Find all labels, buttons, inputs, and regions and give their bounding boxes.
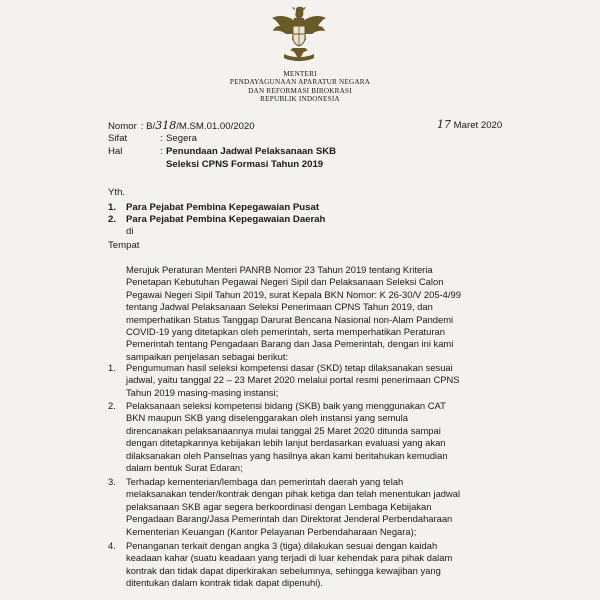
ministry-line: PENDAYAGUNAAN APARATUR NEGARA [229, 78, 371, 87]
hal-line: Penundaan Jadwal Pelaksanaan SKB [166, 146, 337, 157]
point-line: dilaksanakan oleh Panselnas yang hasilnya akan kami beritahukan kemudian [126, 449, 448, 461]
hal-line: Seleksi CPNS Formasi Tahun 2019 [166, 159, 324, 170]
ministry-line: DAN REFORMASI BIROKRASI [248, 86, 352, 95]
nomor-row [108, 119, 255, 132]
point-line: Penanganan terkait dengan angka 3 (tiga) dilakukan sesuai dengan kaidah [126, 540, 438, 551]
point-line: Pengadaan Barang/Jasa Pemerintah dan Direktorat Jenderal Perbendaharaan [126, 513, 453, 525]
garuda-emblem-icon [270, 4, 328, 68]
ministry-line: REPUBLIK INDONESIA [260, 95, 340, 104]
intro-line: Pegawai Negeri Sipil Tahun 2019, surat Kepala BKN Nomor: K 26-30/V 205-4/99 [126, 288, 461, 300]
addressee-di: di [126, 226, 134, 237]
point-line: Kementerian Keuangan (Kantor Pelayanan Perbendaharaan Negara); [126, 525, 417, 537]
point-line: melaksanakan tender/kontrak dengan pihak ketiga dan telah menentukan jadwal [126, 488, 461, 500]
date-handwritten: 17 [437, 118, 451, 131]
intro-paragraph [126, 264, 501, 363]
point-line: Pelaksanaan seleksi kompetensi bidang (SKB) baik yang menggunakan CAT [126, 400, 446, 411]
date-rest: Maret 2020 [453, 120, 503, 131]
point-number: 2. [108, 400, 116, 411]
addressee-num: 1. [108, 202, 117, 213]
point-line: ditentukan dalam kontrak tidak dapat dipenuhi). [126, 577, 324, 589]
addressee-tempat: Tempat [108, 240, 140, 251]
point-line: dalam bentuk Surat Edaran; [126, 462, 243, 474]
point-line: Terhadap kementerian/lembaga dan pemerintah daerah yang telah [126, 476, 404, 487]
nomor-handwritten: 318 [155, 119, 177, 132]
sifat-colon: : [160, 133, 163, 144]
letter-date [437, 118, 502, 131]
point-number: 1. [108, 362, 116, 373]
point-line: kontrak dan tidak dapat diperkirakan sebelumnya, sehingga kewajiban yang [126, 564, 441, 576]
addressee-num: 2. [108, 214, 117, 225]
addressee-text: Para Pejabat Pembina Kepegawaian Pusat [126, 202, 320, 213]
intro-line: COVID-19 yang ditetapkan oleh pemerintah, serta memperhatikan Peraturan [126, 326, 445, 338]
sifat-label: Sifat [108, 133, 128, 144]
sifat-value: Segera [166, 133, 197, 144]
hal-colon: : [160, 146, 163, 157]
intro-line: memperhatikan Status Tanggap Darurat Bencana Nasional non-Alam Pandemi [126, 313, 454, 325]
nomor-suffix: /M.SM.01.00/2020 [176, 121, 255, 132]
hal-label: Hal [108, 146, 123, 157]
nomor-label: Nomor [108, 121, 137, 132]
intro-line: Merujuk Peraturan Menteri PANRB Nomor 23 Tahun 2019 tentang Kriteria [126, 264, 433, 275]
point-line: Tahun 2019 masing-masing instansi; [126, 386, 279, 398]
point-number: 3. [108, 476, 116, 487]
point-line: direncanakan pelaksanaannya mulai tanggal 25 Maret 2020 ditunda sampai [126, 424, 441, 436]
point-line: Pengumuman hasil seleksi kompetensi dasar (SKD) tetap dilaksanakan sesuai [126, 362, 453, 373]
point-line: pelaksanaan SKB agar segera berkoordinasi dengan Lembaga Kebijakan [126, 500, 432, 512]
point-line: keadaan kahar (suatu keadaan yang terjadi di luar kehendak para pihak dalam [126, 552, 453, 564]
nomor-prefix: : B/ [140, 121, 156, 132]
addressee-text: Para Pejabat Pembina Kepegawaian Daerah [126, 214, 326, 225]
ministry-header [200, 70, 400, 104]
greeting: Yth. [108, 187, 126, 198]
intro-line: Penetapan Kebutuhan Pegawai Negeri Sipil dan Pelaksanaan Seleksi Calon [126, 276, 444, 288]
point-number: 4. [108, 540, 116, 551]
point-line: dengan ditetapkannya kebijakan lebih lanjut berdasarkan evaluasi yang akan [126, 437, 446, 449]
intro-line: sampaikan penjelasan sebagai berikut: [126, 350, 289, 362]
intro-line: Pemerintah tentang Pengadaan Barang dan Jasa Pemerintah, dengan ini kami [126, 338, 454, 350]
point-line: BKN maupun SKB yang diselenggarakan oleh instansi yang semula [126, 412, 408, 424]
intro-line: tentang Jadwal Pelaksanaan Seleksi Penerimaan CPNS Tahun 2019, dan [126, 301, 433, 313]
point-line: jadwal, yaitu tanggal 22 – 23 Maret 2020 melalui portal resmi penerimaan CPNS [126, 374, 460, 386]
ministry-line: MENTERI [283, 70, 317, 78]
